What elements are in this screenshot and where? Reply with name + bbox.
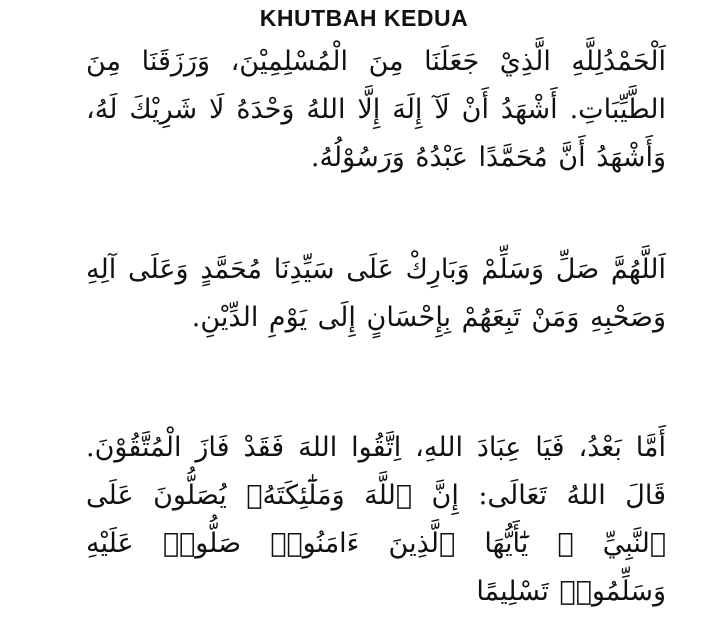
page-title: KHUTBAH KEDUA bbox=[259, 5, 469, 31]
paragraph-shalawat: اَللَّهُمَّ صَلِّ وَسَلِّمْ وَبَارِكْ عَلَى سَيِّدِنَا مُحَمَّدٍ وَعَلَى آلِهِ وَصَحْبِهِ وَمَنْ تَبِعَهُمْ بِإِحْسَانٍ إِلَى يَوْمِ الدِّيْنِ. bbox=[86, 254, 666, 333]
paragraph-ammaba-du: أَمَّا بَعْدُ، فَيَا عِبَادَ اللهِ، اِتَّقُوا اللهَ فَقَدْ فَازَ الْمُتَّقُوْنَ. قَالَ اللهُ تَعَالَى: إِنَّ ٱللَّهَ وَمَلَٰٓئِكَتَهُۥ يُصَلُّونَ عَلَى ٱلنَّبِيِّ ۚ يَٰٓأَيُّهَا ٱلَّذِينَ ءَامَنُوا۟ صَلُّوا۟ عَلَيْهِ وَسَلِّمُوا۟ تَسْلِيمًا bbox=[86, 432, 666, 607]
paragraph-hamdalah: اَلْحَمْدُلِلَّهِ الَّذِيْ جَعَلَنَا مِنَ الْمُسْلِمِيْنَ، وَرَزَقَنَا مِنَ الطَّيِّبَاتِ. أَشْهَدُ أَنْ لَآ إِلَهَ إِلَّا اللهُ وَحْدَهُ لَا شَرِيْكَ لَهُ، وَأَشْهَدُ أَنَّ مُحَمَّدًا عَبْدُهُ وَرَسُوْلُهُ. bbox=[86, 46, 666, 173]
